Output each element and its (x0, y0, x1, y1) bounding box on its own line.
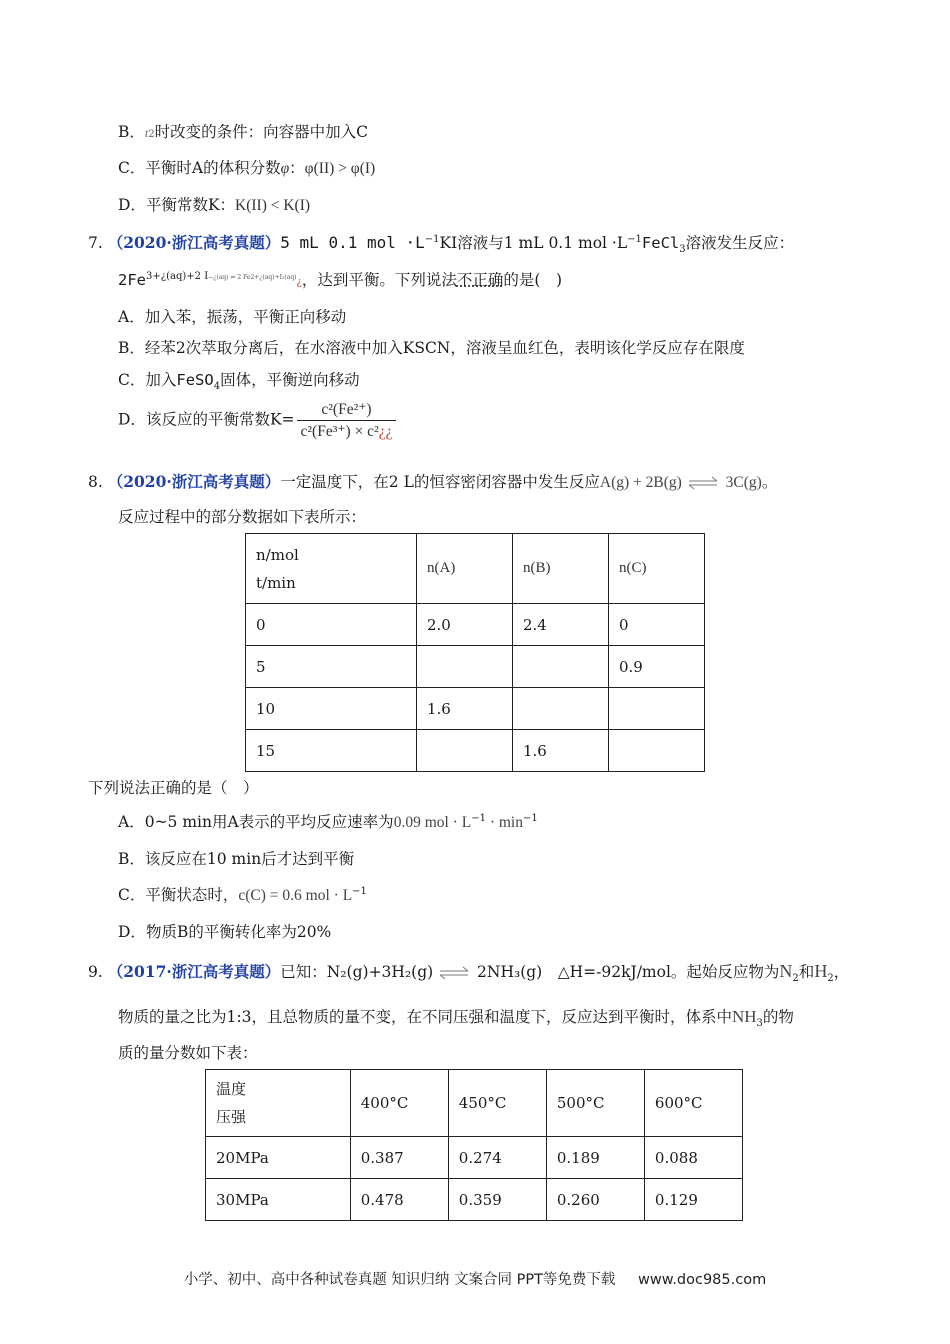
table-cell: 0.129 (644, 1179, 742, 1221)
table-row (206, 1179, 743, 1221)
q7-option-b: B．经苯2次萃取分离后，在水溶液中加入KSCN，溶液呈血红色，表明该化学反应存在限度 (118, 339, 745, 357)
table-cell: 5 (246, 646, 417, 688)
table-row (246, 604, 705, 646)
footer-text: 小学、初中、高中各种试卷真题 知识归纳 文案合同 PPT等免费下载 (183, 1272, 616, 1288)
page-footer (0, 1268, 950, 1289)
q7-option-c: C．加入FeSO$_4$固体，平衡逆向移动 (118, 371, 360, 393)
q7-stem: 7. （2020·浙江高考真题）5 mL 0.1 mol $\cdot L^{-1}KI$溶液与1 mL 0.1 mol $\cdot L^{-1}FeCl_3$溶液发生反应： (88, 233, 795, 256)
table-cell: 0.189 (546, 1137, 644, 1179)
q6-option-c: C．平衡时A的体积分数φ：φ(II) > φ(I) (118, 159, 376, 177)
table-row (246, 646, 705, 688)
header-pressure: 压强 (216, 1108, 247, 1126)
q9-data-table (205, 1069, 743, 1221)
q8-stem: 8. （2020·浙江高考真题）一定温度下，在2 L的恒容密闭容器中发生反应A(g) + 2B(g) 3C(g)。 (88, 472, 778, 491)
table-cell: 30MPa (206, 1179, 351, 1221)
table-cell: 0.260 (546, 1179, 644, 1221)
table-cell (609, 688, 705, 730)
table-cell (609, 730, 705, 772)
table-cell: 2.0 (417, 604, 513, 646)
table-cell: 0 (609, 604, 705, 646)
table-row (206, 1070, 743, 1137)
q9-stem: 9. （2017·浙江高考真题）已知：N₂(g)+3H₂(g) 2NH₃(g) △H=-92kJ/mol。起始反应物为$N_2$和$H_2$， (88, 961, 850, 985)
emphasis-dots: 不正确 (456, 271, 504, 289)
header-cell: n(A) (417, 534, 513, 604)
q8-table-intro: 反应过程中的部分数据如下表所示： (118, 508, 367, 526)
q9-line3: 质的量分数如下表： (118, 1044, 258, 1062)
q8-option-d: D．物质B的平衡转化率为20% (118, 923, 332, 941)
q9-line2: 物质的量之比为1:3，且总物质的量不变，在不同压强和温度下，反应达到平衡时，体系中$NH_3$的物 (118, 1007, 794, 1030)
header-n-mol: n/mol (256, 545, 299, 564)
table-cell: 0.387 (350, 1137, 448, 1179)
table-cell: 0.088 (644, 1137, 742, 1179)
q8-data-table (245, 533, 705, 772)
table-cell: 0.274 (448, 1137, 546, 1179)
table-cell: 15 (246, 730, 417, 772)
table-cell: 1.6 (417, 688, 513, 730)
header-cell: 450°C (448, 1070, 546, 1137)
q8-option-a: A．0~5 min用A表示的平均反应速率为0.09 mol · $L^{-1} \cdot \min^{-1}$ (118, 812, 538, 831)
header-cell: n(C) (609, 534, 705, 604)
table-cell: 0.478 (350, 1179, 448, 1221)
table-row (246, 688, 705, 730)
q7-option-d: D．该反应的平衡常数K= $\frac{\text{c²(Fe²⁺)}}{\text{c²(Fe³⁺) × c²¿¿}}$ (118, 400, 396, 441)
table-cell: 0.359 (448, 1179, 546, 1221)
table-cell (417, 646, 513, 688)
table-cell (513, 688, 609, 730)
table-cell: 20MPa (206, 1137, 351, 1179)
header-t-min: t/min (256, 573, 296, 592)
equilibrium-arrow-icon (438, 965, 472, 981)
equilibrium-constant-fraction: $\frac{\text{c²(Fe²⁺)}}{\text{c²(Fe³⁺) × c²¿¿}}$ (297, 400, 397, 441)
table-cell (417, 730, 513, 772)
q8-option-c: C．平衡状态时，c(C) = 0.6 mol · $L^{-1}$ (118, 885, 367, 904)
q6-option-b: B．t2时改变的条件：向容器中加入C (118, 123, 368, 141)
table-row (246, 730, 705, 772)
q8-option-b: B．该反应在10 min后才达到平衡 (118, 850, 355, 868)
table-cell: 2.4 (513, 604, 609, 646)
table-row (206, 1137, 743, 1179)
table-cell: 0.9 (609, 646, 705, 688)
table-cell: 1.6 (513, 730, 609, 772)
table-cell: 0 (246, 604, 417, 646)
equilibrium-arrow-icon (687, 475, 721, 491)
q6-option-d: D．平衡常数K：K(II) < K(I) (118, 196, 311, 214)
table-row (246, 534, 705, 604)
q7-equation: $2Fe^{3+¿(aq)+2 I-¿(aq) \rightleftharpoons 2 Fe2+¿(aq)+I_2(aq)}¿$，达到平衡。下列说法不正确的是( ) (118, 270, 563, 289)
header-cell: 500°C (546, 1070, 644, 1137)
q8-question: 下列说法正确的是（ ） (88, 779, 259, 797)
footer-link[interactable]: www.doc985.com (638, 1272, 767, 1288)
table-cell: 10 (246, 688, 417, 730)
table-cell (513, 646, 609, 688)
header-cell: 400°C (350, 1070, 448, 1137)
header-temperature: 温度 (216, 1080, 247, 1098)
header-cell: 600°C (644, 1070, 742, 1137)
header-cell: n(B) (513, 534, 609, 604)
q7-option-a: A．加入苯，振荡，平衡正向移动 (118, 308, 347, 326)
